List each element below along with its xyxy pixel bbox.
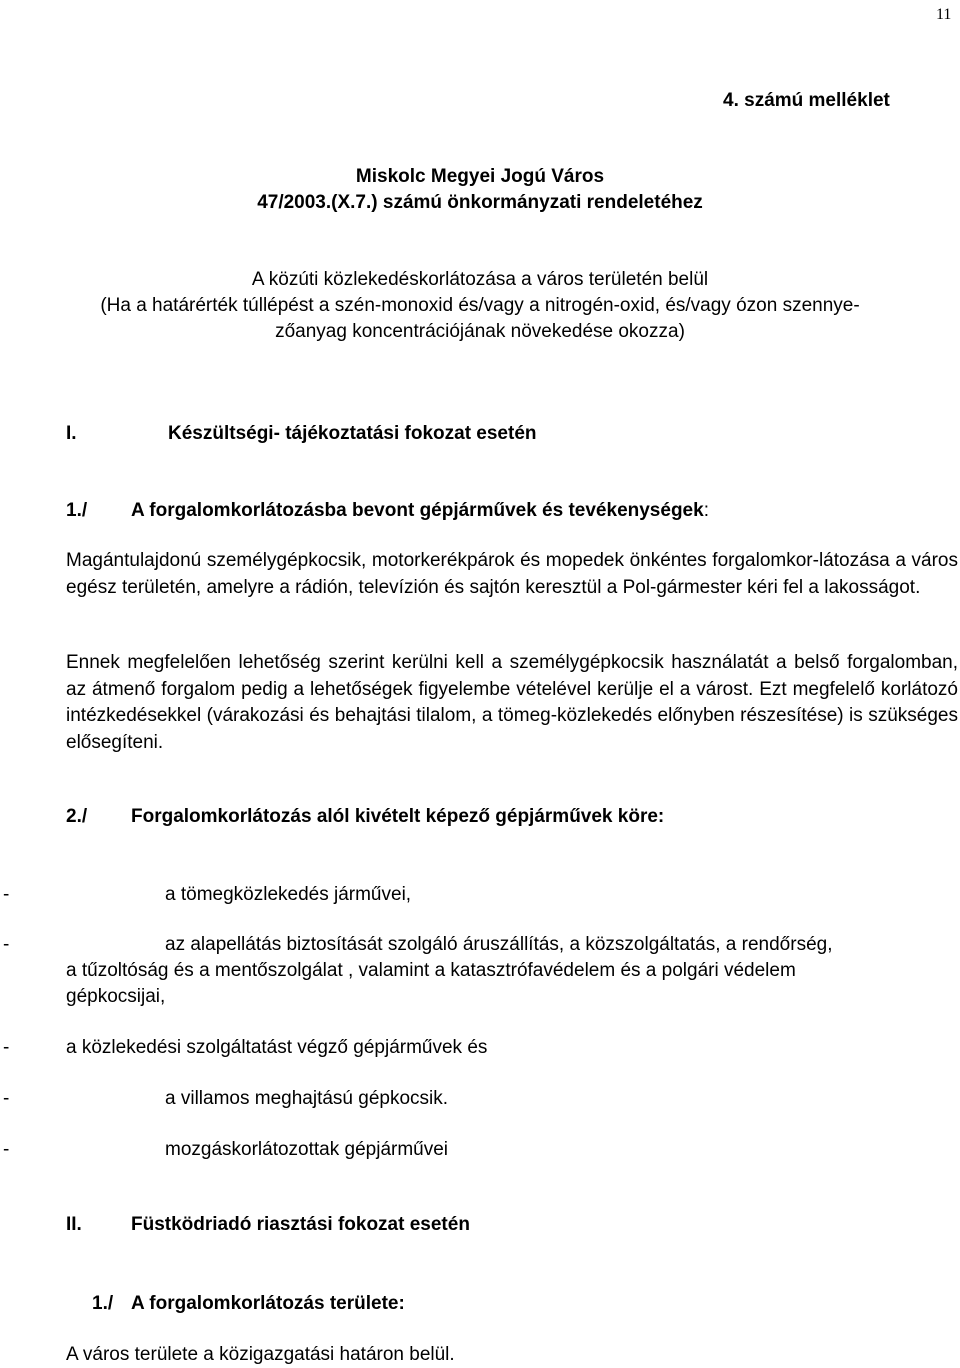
list-bullet: -: [3, 884, 10, 905]
list-item-continuation: a tűzoltóság és a mentőszolgálat , valamint a katasztrófavédelem és a polgári védelem: [66, 960, 796, 981]
list-bullet: -: [3, 1088, 10, 1109]
list-bullet: -: [3, 1139, 10, 1160]
subsection-1-heading: A forgalomkorlátozásba bevont gépjárművek és tevékenységek: [131, 500, 704, 521]
paragraph-voluntary-restriction: Magántulajdonú személygépkocsik, motorkerékpárok és mopedek önkéntes forgalomkor-látozása a város egész területén, amelyre a rádión, televízión és sajtón keresztül a Pol-gármester kéri fel a lakosságot.: [66, 550, 958, 598]
section-2-heading: Füstködriadó riasztási fokozat esetén: [131, 1214, 470, 1235]
list-item: mozgáskorlátozottak gépjárművei: [165, 1139, 449, 1160]
subsection-1-heading-wrap: [131, 498, 709, 524]
section-2-subsection-1-heading: A forgalomkorlátozás területe:: [131, 1293, 405, 1314]
subsection-1-colon: :: [703, 500, 709, 521]
section-2-number: II.: [66, 1214, 82, 1235]
list-item-continuation: gépkocsijai,: [66, 986, 166, 1007]
paragraph-traffic-avoidance: Ennek megfelelően lehetőség szerint kerülni kell a személygépkocsik használatát a belső forgalomban, az átmenő forgalom pedig a lehetőségek figyelembe vételével kerülje el a várost. Ezt megfelelő korlátozó intézkedésekkel (várakozási és behajtási tilalom, a tömeg-közlekedés előnyben részesítése) is szükséges elősegíteni.: [66, 652, 958, 753]
subsection-2-number: 2./: [66, 806, 88, 827]
section-2-subsection-1-number: 1./: [92, 1293, 114, 1314]
list-bullet: -: [3, 934, 10, 955]
document-subtitle-line2: zőanyag koncentrációjának növekedése okozza): [275, 321, 685, 342]
subsection-1-number: 1./: [66, 500, 88, 521]
list-item: a villamos meghajtású gépkocsik.: [165, 1088, 449, 1109]
header-city: Miskolc Megyei Jogú Város: [355, 166, 605, 187]
annex-label: 4. számú melléklet: [723, 90, 890, 111]
paragraph-restriction-area: A város területe a közigazgatási határon belül.: [66, 1344, 455, 1365]
document-title: A közúti közlekedéskorlátozása a város területén belül: [251, 269, 709, 290]
list-item: a tömegközlekedés járművei,: [165, 884, 412, 905]
section-1-heading: Készültségi- tájékoztatási fokozat esetén: [168, 423, 537, 444]
page-number: 11: [936, 6, 952, 23]
list-bullet: -: [3, 1037, 10, 1058]
document-subtitle-line1: (Ha a határérték túllépést a szén-monoxid és/vagy a nitrogén-oxid, és/vagy ózon szennye-: [100, 295, 860, 316]
subsection-2-heading: Forgalomkorlátozás alól kivételt képező gépjárművek köre:: [131, 806, 665, 827]
section-1-number: I.: [66, 423, 77, 444]
list-item: a közlekedési szolgáltatást végző gépjárművek és: [66, 1037, 488, 1058]
list-item: az alapellátás biztosítását szolgáló áruszállítás, a közszolgáltatás, a rendőrség,: [165, 934, 833, 955]
header-decree: 47/2003.(X.7.) számú önkormányzati rendeletéhez: [257, 192, 703, 213]
